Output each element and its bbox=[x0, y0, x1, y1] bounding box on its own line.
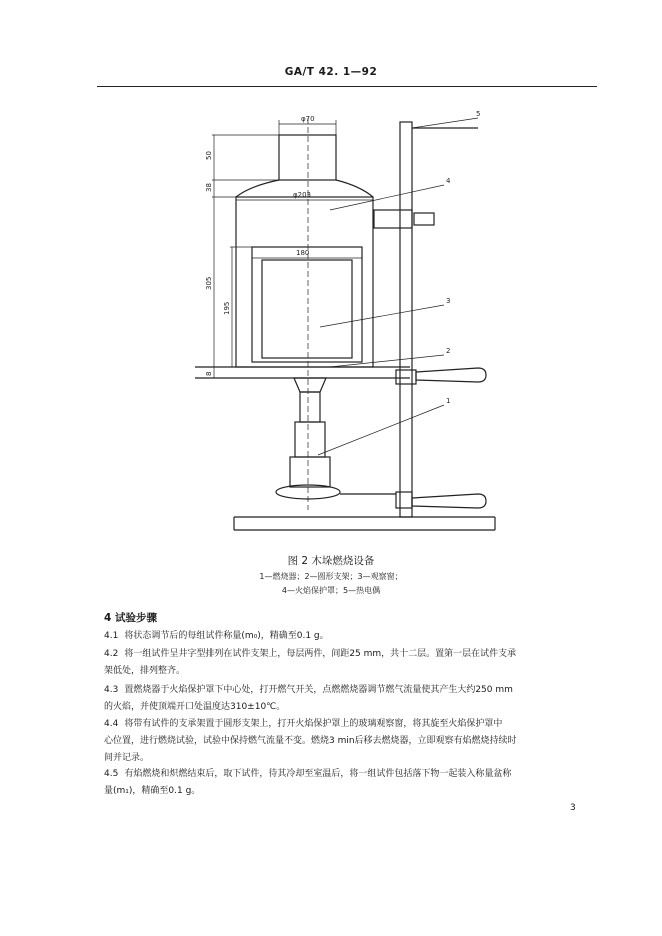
thermocouple-pole bbox=[400, 122, 412, 517]
apparatus-drawing bbox=[190, 108, 500, 538]
clause-text-line: 量(m₁)，精确至0.1 g。 bbox=[104, 786, 201, 796]
clause-4-2 bbox=[104, 646, 594, 680]
dim-305: 305 bbox=[205, 276, 213, 290]
dim-top-dia: φ70 bbox=[301, 115, 315, 123]
clause-text-line: 间并记录。 bbox=[104, 753, 150, 763]
clause-number: 4.5 bbox=[104, 769, 119, 779]
clause-4-1 bbox=[104, 628, 594, 645]
callout-5: 5 bbox=[476, 110, 481, 118]
support-handle bbox=[416, 368, 486, 382]
clause-text-line: 的火焰，并使顶端开口处温度达310±10℃。 bbox=[104, 702, 286, 712]
chimney bbox=[279, 135, 336, 180]
callout-3: 3 bbox=[446, 297, 451, 305]
burner-body bbox=[295, 422, 325, 457]
standard-code: GA/T 42. 1—92 bbox=[284, 66, 378, 78]
clause-text-line: 架低处，排列整齐。 bbox=[104, 666, 186, 676]
clause-number: 4.2 bbox=[104, 649, 119, 659]
pole-clamp bbox=[374, 210, 412, 228]
clause-text-line: 置燃烧器于火焰保护罩下中心处，打开燃气开关，点燃燃烧器调节燃气流量使其产生大约250 mm bbox=[124, 685, 513, 695]
callout-1: 1 bbox=[446, 397, 451, 405]
dim-8: 8 bbox=[205, 371, 213, 376]
clause-text-line: 将一组试件呈井字型排列在试件支架上，每层两件，间距25 mm，共十二层。置第一层在试件支承 bbox=[124, 649, 517, 659]
dim-195: 195 bbox=[223, 301, 231, 315]
clause-4-4 bbox=[104, 716, 594, 767]
figure-title: 图 2 木垛燃烧设备 bbox=[287, 555, 375, 567]
header-rule bbox=[97, 86, 597, 87]
window-glass bbox=[262, 260, 352, 358]
figure-legend-line-2: 4—火焰保护罩；5—热电偶 bbox=[281, 586, 381, 595]
clause-4-3 bbox=[104, 682, 594, 716]
dim-38: 38 bbox=[205, 183, 213, 192]
page-number: 3 bbox=[570, 803, 576, 813]
dim-body-dia: φ203 bbox=[293, 191, 311, 199]
dim-window-width: 180 bbox=[296, 249, 310, 257]
apparatus-figure bbox=[190, 108, 500, 538]
clause-text-line: 有焰燃烧和炽燃结束后，取下试件，待其冷却至室温后，将一组试件包括落下物一起装入称量盆称 bbox=[124, 769, 512, 779]
clause-text-line: 将状态调节后的每组试件称量(m₀)，精确至0.1 g。 bbox=[124, 631, 329, 641]
clause-number: 4.3 bbox=[104, 685, 119, 695]
observation-window bbox=[252, 247, 362, 362]
clause-number: 4.4 bbox=[104, 719, 119, 729]
callout-2: 2 bbox=[446, 347, 451, 355]
clause-text-line: 将带有试件的支承架置于圆形支架上，打开火焰保护罩上的玻璃观察窗，将其旋至火焰保护罩中 bbox=[124, 719, 503, 729]
gas-handle bbox=[340, 494, 486, 508]
burner-cup bbox=[294, 378, 326, 392]
section-title: 4 试验步骤 bbox=[104, 612, 157, 624]
dim-50: 50 bbox=[205, 151, 213, 160]
clause-text-line: 心位置，进行燃烧试验，试验中保持燃气流量不变。燃烧3 min后移去燃烧器，立即观察有焰燃烧持续时 bbox=[104, 736, 517, 746]
clause-number: 4.1 bbox=[104, 631, 119, 641]
figure-legend-line-1: 1—燃烧器；2—圆形支架；3—观察窗； bbox=[259, 572, 403, 581]
clause-4-5 bbox=[104, 766, 594, 800]
callout-4: 4 bbox=[446, 177, 451, 185]
